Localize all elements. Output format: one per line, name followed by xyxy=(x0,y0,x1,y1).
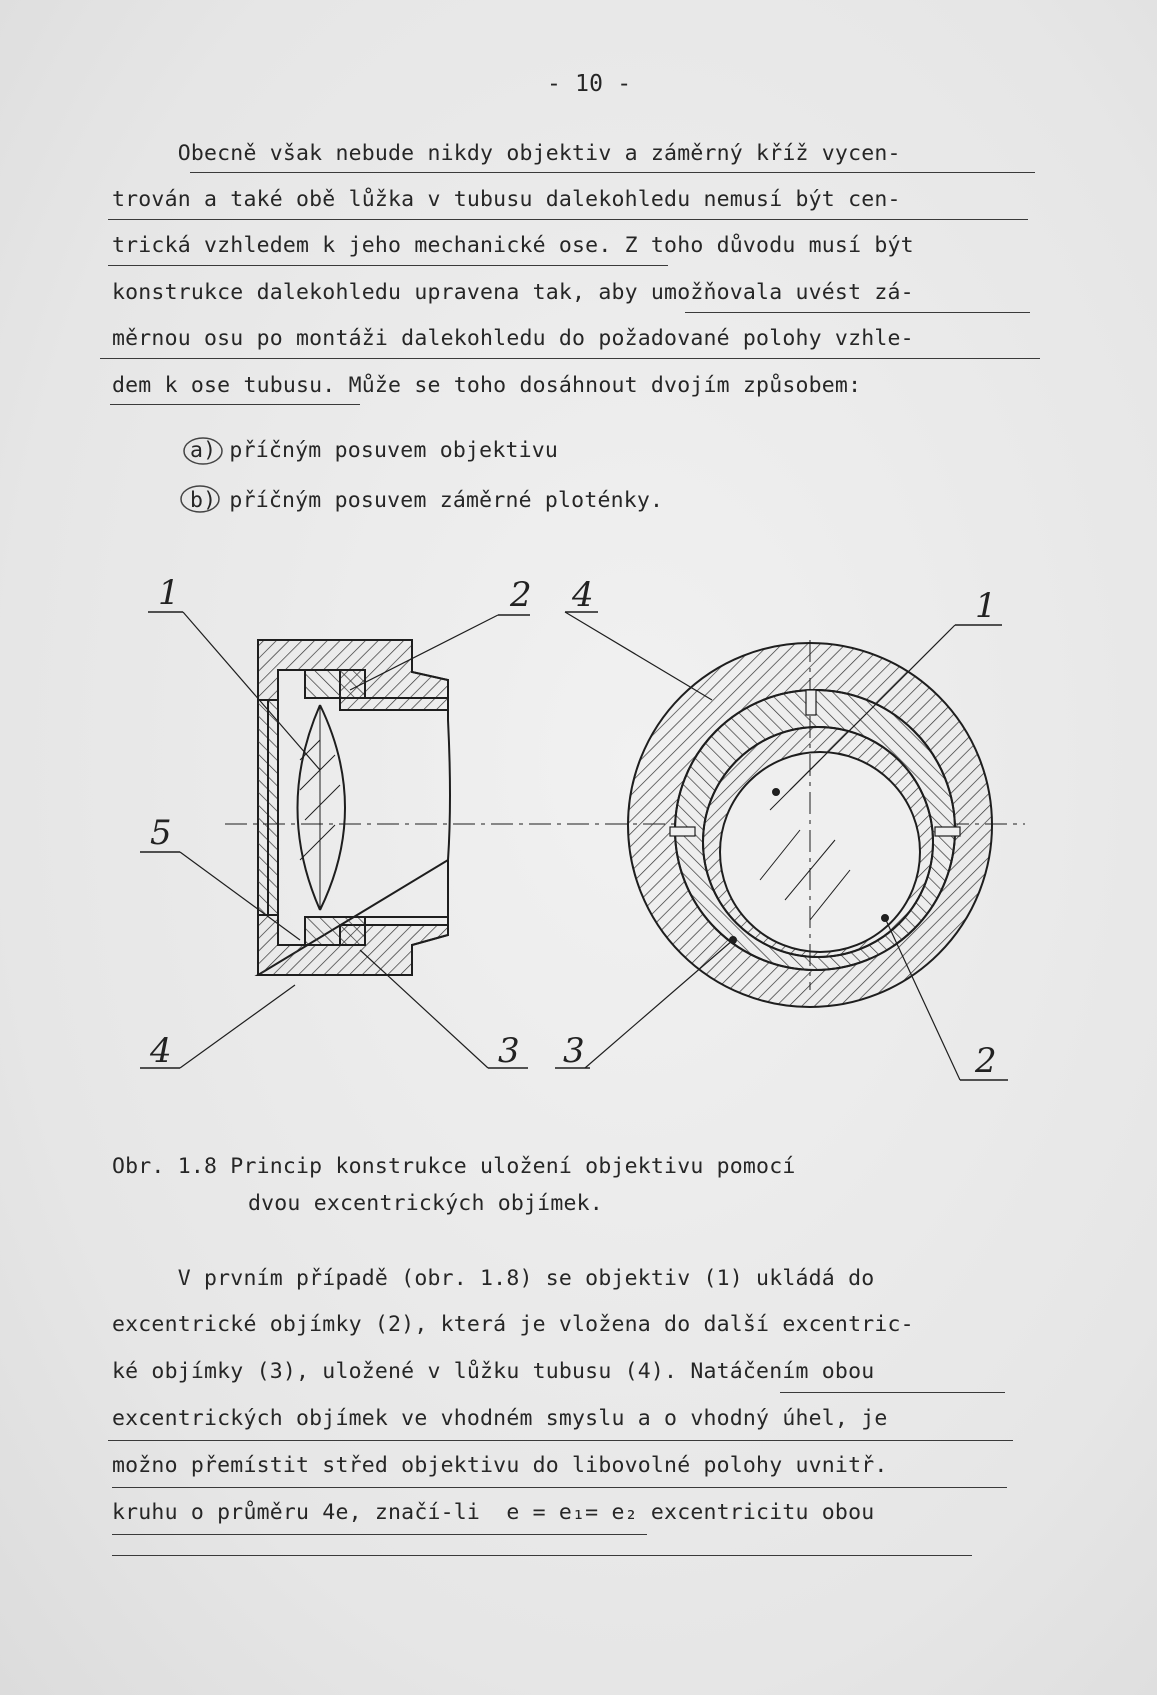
circle-mark-a xyxy=(184,438,222,464)
front-view xyxy=(555,612,1008,1080)
page-number: - 10 - xyxy=(547,71,632,97)
paragraph2-line-4: excentrických objímek ve vhodném smyslu a o vhodný úhel, je xyxy=(112,1406,888,1431)
underline-mark xyxy=(780,1392,1005,1393)
left-label-3: 3 xyxy=(498,1031,520,1071)
figure-caption-line-1: Obr. 1.8 Princip konstrukce uložení objektivu pomocí xyxy=(112,1154,796,1179)
paragraph2-line-5: možno přemístit střed objektivu do libovolné polohy uvnitř. xyxy=(112,1453,888,1478)
underline-mark xyxy=(112,1487,1007,1488)
paragraph1-line-6: dem k ose tubusu. Může se toho dosáhnout dvojím způsobem: xyxy=(112,373,862,398)
left-label-5: 5 xyxy=(150,813,172,853)
paragraph1-line-1: Obecně však nebude nikdy objektiv a záměrný kříž vycen- xyxy=(112,141,901,166)
left-label-2: 2 xyxy=(510,575,532,615)
left-label-4: 4 xyxy=(150,1031,172,1071)
right-label-2: 2 xyxy=(975,1041,997,1081)
right-label-3: 3 xyxy=(563,1031,585,1071)
paragraph1-line-4: konstrukce dalekohledu upravena tak, aby umožňovala uvést zá- xyxy=(112,280,914,305)
paragraph1-line-5: měrnou osu po montáži dalekohledu do požadované polohy vzhle- xyxy=(112,326,914,351)
list-item-a: a) příčným posuvem objektivu xyxy=(190,438,559,463)
left-label-1: 1 xyxy=(158,573,180,613)
paragraph1-line-3: trická vzhledem k jeho mechanické ose. Z toho důvodu musí být xyxy=(112,233,914,258)
circle-mark-b xyxy=(181,486,219,512)
right-label-1: 1 xyxy=(975,586,997,626)
underline-mark xyxy=(112,1555,972,1556)
right-label-4: 4 xyxy=(572,575,594,615)
list-item-b: b) příčným posuvem záměrné ploténky. xyxy=(190,488,664,513)
paragraph2-line-3: ké objímky (3), uložené v lůžku tubusu (4). Natáčením obou xyxy=(112,1359,875,1384)
paragraph2-line-1: V prvním případě (obr. 1.8) se objektiv (1) ukládá do xyxy=(112,1266,875,1291)
paragraph2-line-2: excentrické objímky (2), která je vložena do další excentric- xyxy=(112,1312,914,1337)
underline-mark xyxy=(108,1440,1013,1441)
paragraph1-line-2: trován a také obě lůžka v tubusu dalekohledu nemusí být cen- xyxy=(112,187,901,212)
underline-mark xyxy=(112,1534,647,1535)
paragraph2-line-6: kruhu o průměru 4e, značí-li e = e₁= e₂ excentricitu obou xyxy=(112,1500,875,1525)
figure-caption-line-2: dvou excentrických objímek. xyxy=(248,1191,603,1216)
